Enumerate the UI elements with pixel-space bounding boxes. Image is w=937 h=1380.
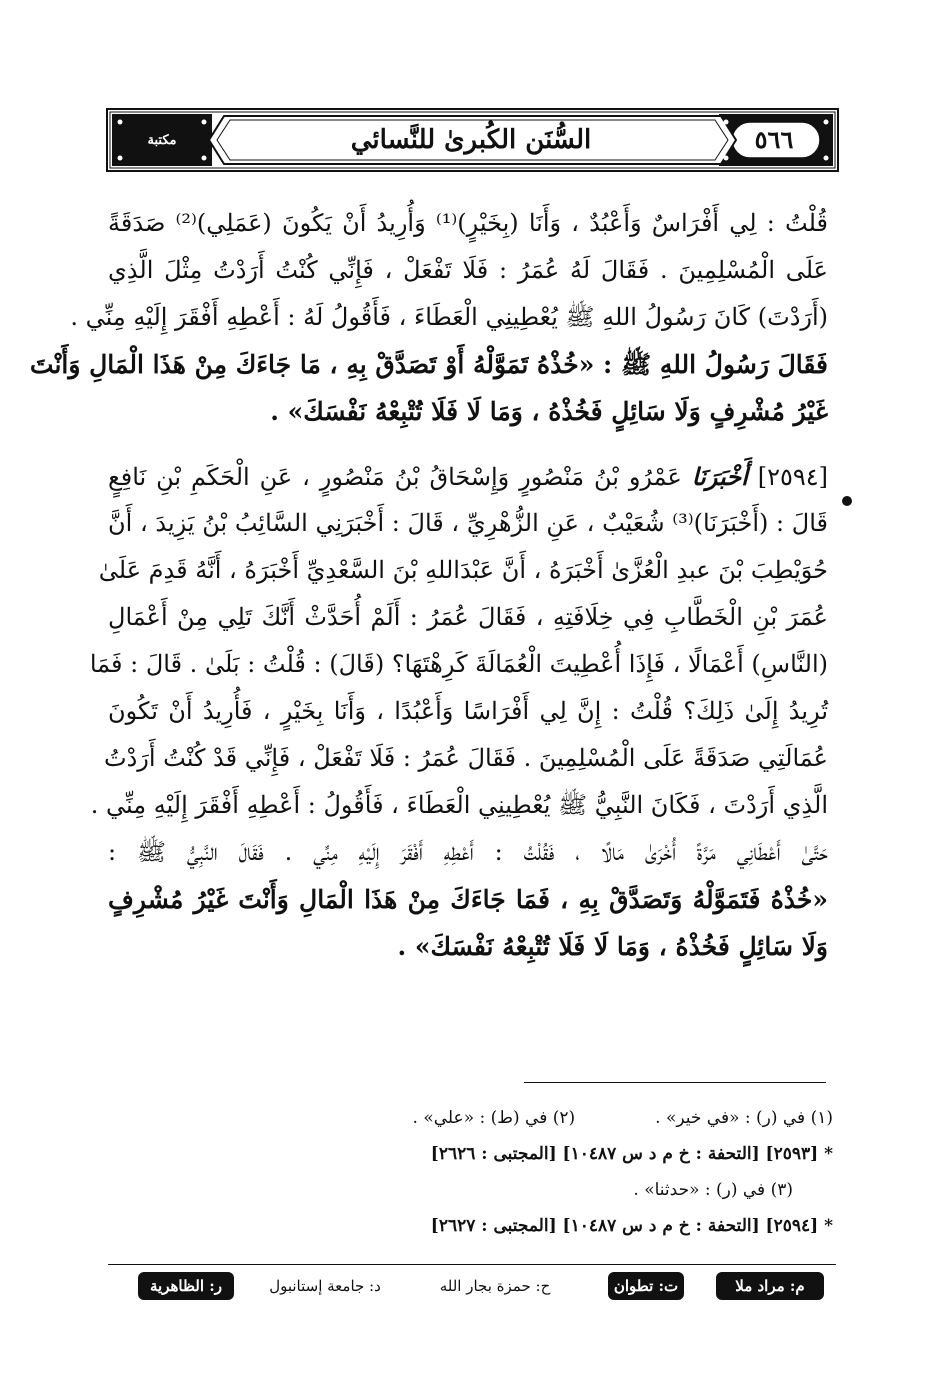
hadith-quote-line: وَلَا سَائِلٍ فَخُذْهُ ، وَمَا لَا فَلَا تُتْبِعْهُ نَفْسَكَ» . [397, 932, 828, 961]
text-line: الَّذِي أَرَدْتَ ، فَكَانَ النَّبِيُّ ﷺ يُعْطِينِي الْعَطَاءَ ، فَأَقُولُ : أَعْطِهِ أَفْقَرَ إِلَيْهِ مِنِّي . [90, 791, 828, 819]
text-line: عُمَرَ بْنِ الْخَطَّابِ فِي خِلَافَتِهِ ، فَقَالَ عُمَرُ : أَلَمْ أُحَدَّثْ أَنَّكَ تَلِي مِنْ أَعْمَالِ [108, 603, 828, 631]
page-number: ٥٦٦ [754, 125, 794, 154]
footnote-3: (٣) في (ر) : «حدثنا» . [633, 1180, 793, 1200]
reference-line [108, 1208, 833, 1244]
hadith-bullet-marker [842, 496, 852, 506]
text-line: قَالَ : (أَخْبَرَنَا)⁽³⁾ شُعَيْبٌ ، عَنِ الزُّهْرِيِّ ، قَالَ : أَخْبَرَنِي السَّائِبُ بْنُ يَزِيدَ ، أَنَّ [108, 509, 829, 537]
text-line: حُوَيْطِبَ بْنَ عبدِ الْعُزَّىٰ أَخْبَرَهُ ، أَنَّ عَبْدَاللهِ بْنَ السَّعْدِيِّ أَخْبَرَهُ ، أَنَّهُ قَدِمَ عَلَىٰ [98, 556, 828, 584]
star-marker: * [824, 1144, 833, 1164]
text-line: (النَّاسِ) أَعْمَالًا ، فَإِذَا أُعْطِيتَ الْعُمَالَةَ كَرِهْتَهَا؟ (قَالَ) : قُلْتُ : بَلَىٰ . قَالَ : فَمَا [89, 650, 828, 678]
source-istanbul-university: د: جامعة إستانبول [269, 1277, 381, 1295]
source-tag-tetouan: ت: تطوان [608, 1272, 684, 1300]
text-line: عُمَالَتِي صَدَقَةً عَلَى الْمُسْلِمِينَ . فَقَالَ عُمَرُ : فَلَا تَفْعَلْ ، فَإِنِّي قَدْ كُنْتُ أَرَدْتُ [104, 744, 828, 772]
hadith-quote-line: غَيْرُ مُشْرِفٍ وَلَا سَائِلٍ فَخُذْهُ ، وَمَا لَا فَلَا تُتْبِعْهُ نَفْسَكَ» . [270, 397, 828, 426]
text-line: تُرِيدُ إِلَىٰ ذَلِكَ؟ قُلْتُ : إِنَّ لِي أَفْرَاسًا وَأَعْبُدًا ، وَأَنَا بِخَيْرٍ ، فَأُرِيدُ أَنْ تَكُونَ [108, 697, 828, 725]
hadith-opening-line [108, 453, 828, 500]
akhbarana-word: أَخْبَرَنَا [691, 462, 748, 491]
star-marker: * [824, 1216, 833, 1236]
page-header [106, 108, 839, 172]
footnote-2: (٢) في (ط) : «علي» . [412, 1108, 576, 1128]
footnote-divider [524, 1082, 826, 1083]
book-title: السُّنَن الكُبرىٰ للنَّسائي [350, 125, 592, 155]
bottom-divider [108, 1264, 836, 1265]
hadith-quote-line: فَقَالَ رَسُولُ اللهِ ﷺ : «خُذْهُ تَمَوَّلْهُ أَوْ تَصَدَّقْ بِهِ ، مَا جَاءَكَ مِنْ هَذَا الْمَالِ وَأَنْتَ [29, 350, 828, 379]
text-line: قُلْتُ : لِي أَفْرَاسٌ وَأَعْبُدٌ ، وَأَنَا (بِخَيْرٍ)⁽¹⁾ وَأُرِيدُ أَنْ يَكُونَ (عَمَلِي)⁽²⁾ صَدَقَةً [108, 209, 829, 237]
footnote-1: (١) في (ر) : «في خير» . [655, 1108, 833, 1128]
hadith-number: [٢٥٩٤] [757, 463, 828, 491]
isnad-text: عَمْرُو بْنُ مَنْصُورٍ وَإِسْحَاقُ بْنُ مَنْصُورٍ ، عَنِ الْحَكَمِ بْنِ نَافِعٍ [108, 463, 682, 491]
reference-2593: [٢٥٩٣] [التحفة : خ م د س ١٠٤٨٧] [المجتبى : ٢٦٢٦] [430, 1144, 819, 1164]
source-hamza-bjarallah: ح: حمزة بجار الله [439, 1277, 551, 1295]
text-line: حَتَّىٰ أَعْطَانِي مَرَّةً أُخْرَىٰ مَالًا ، فَقُلْتُ : أَعْطِهِ أَفْقَرَ إِلَيْهِ مِنِّي . فَقَالَ النَّبِيُّ ﷺ : [108, 838, 828, 866]
hadith-quote-line: «خُذْهُ فَتَمَوَّلْهُ وَتَصَدَّقْ بِهِ ، فَمَا جَاءَكَ مِنْ هَذَا الْمَالِ وَأَنْتَ غَيْرُ مُشْرِفٍ [108, 885, 828, 914]
source-tag-zahiriyya: ر: الظاهرية [138, 1272, 234, 1300]
footnotes [108, 1100, 833, 1244]
source-tag-murad-molla: م: مراد ملا [716, 1272, 824, 1300]
footnote-row [108, 1100, 833, 1136]
reference-2594: [٢٥٩٤] [التحفة : خ م د س ١٠٤٨٧] [المجتبى : ٢٦٢٧] [430, 1216, 819, 1236]
text-line: عَلَى الْمُسْلِمِينَ . فَقَالَ لَهُ عُمَرُ : فَلَا تَفْعَلْ ، فَإِنِّي كُنْتُ أَرَدْتُ مِثْلَ الَّذِي [108, 256, 828, 284]
text-line: (أَرَدْتَ) كَانَ رَسُولُ اللهِ ﷺ يُعْطِينِي الْعَطَاءَ ، فَأَقُولُ لَهُ : أَعْطِهِ أَفْقَرَ إِلَيْهِ مِنِّي . [70, 303, 828, 331]
reference-line [108, 1136, 833, 1172]
publisher-emblem: مكتبة [147, 132, 177, 148]
main-text [29, 200, 829, 970]
